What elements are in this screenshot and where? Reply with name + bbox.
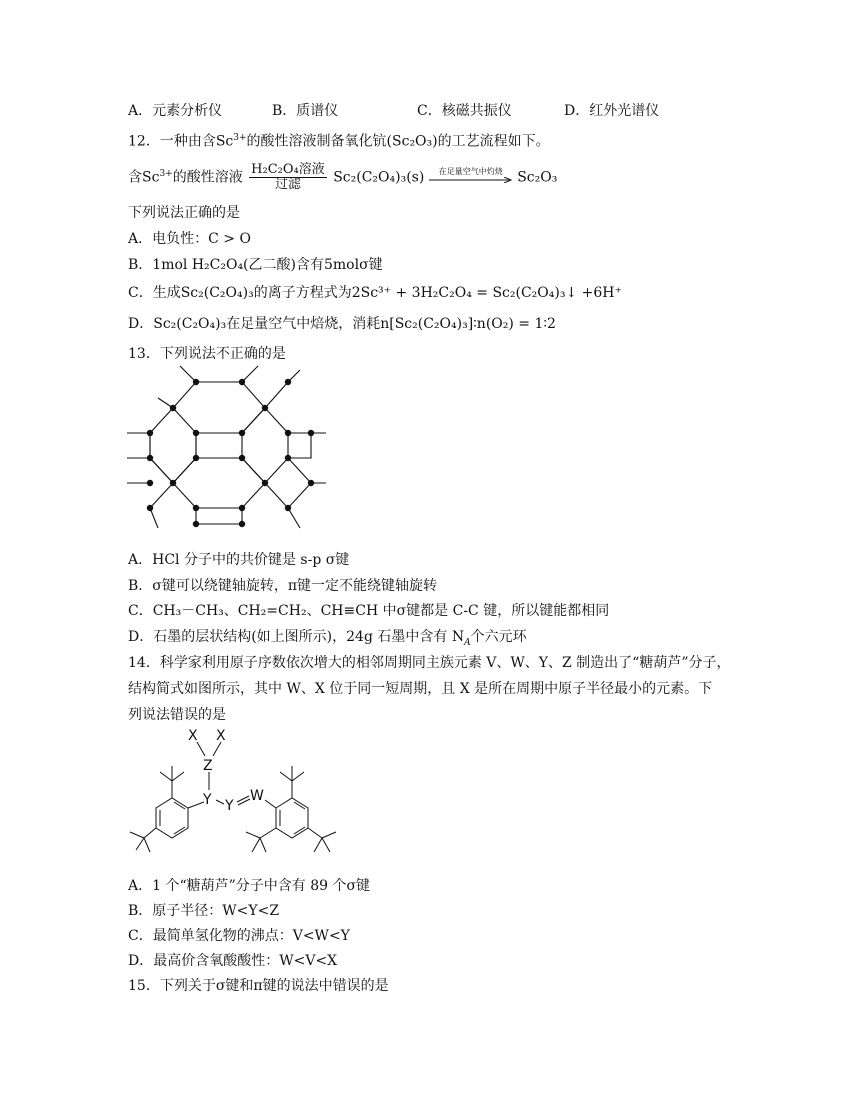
q14-option-a: A．1 个“糖葫芦”分子中含有 89 个σ键: [128, 878, 371, 894]
q14-option-d: D．最高价含氧酸酸性：W<V<X: [128, 953, 338, 969]
graphite-layer-diagram: [120, 362, 340, 542]
atom-x2: X: [216, 728, 226, 744]
q12-option-b: B．1mol H₂C₂O₄(乙二酸)含有5molσ键: [128, 257, 383, 273]
q11-option-d: D．红外光谱仪: [564, 103, 660, 119]
q14-option-c: C．最简单氢化物的沸点：V<W<Y: [128, 928, 350, 944]
q13-option-c: C．CH₃－CH₃、CH₂=CH₂、CH≡CH 中σ键都是 C-C 键，所以键能都相同: [128, 603, 610, 619]
q11-option-b: B．质谱仪: [272, 103, 339, 119]
atom-z: Z: [203, 758, 213, 774]
q14-stem-line1: 14．科学家利用原子序数依次增大的相邻周期同主族元素 V、W、Y、Z 制造出了“糖葫芦”分子，: [128, 655, 731, 671]
molecule-structure-diagram: [126, 726, 346, 871]
q13-option-b: B．σ键可以绕键轴旋转，π键一定不能绕键轴旋转: [128, 578, 438, 594]
q12-question: 下列说法正确的是: [128, 205, 240, 221]
q14-stem-line3: 列说法错误的是: [128, 707, 226, 723]
q13-option-d: D．石墨的层状结构(如上图所示)，24g 石墨中含有 $N_A$个六元环: [128, 629, 527, 648]
q13-option-a: A．HCl 分子中的共价键是 s-p σ键: [128, 552, 350, 568]
q11-option-c: C．核磁共振仪: [417, 103, 512, 119]
q12-option-a: A．电负性：C > O: [128, 231, 251, 247]
q15-stem: 15．下列关于σ键和π键的说法中错误的是: [128, 978, 389, 994]
atom-y2: Y: [225, 798, 234, 814]
q12-option-d: D．Sc₂(C₂O₄)₃在足量空气中焙烧，消耗n[Sc₂(C₂O₄)₃]∶n(O₂) = 1∶2: [128, 316, 556, 332]
q12-process-flow: 含$Sc^{3+}$的酸性溶液 $\frac{\text{H₂C₂O₄溶液}}{\text{过滤}}$ Sc₂(C₂O₄)₃(s) 在足量空气中灼烧 Sc₂O₃: [128, 162, 558, 192]
atom-x1: X: [188, 728, 198, 744]
q13-stem: 13．下列说法不正确的是: [128, 346, 286, 362]
atom-w: W: [250, 788, 264, 804]
atom-y1: Y: [203, 792, 212, 808]
q14-option-b: B．原子半径：W<Y<Z: [128, 903, 280, 919]
q12-option-c: C．生成Sc₂(C₂O₄)₃的离子方程式为2Sc³⁺ + 3H₂C₂O₄ = Sc₂(C₂O₄)₃↓ +6H⁺: [128, 285, 622, 301]
q14-stem-line2: 结构简式如图所示，其中 W、X 位于同一短周期，且 X 是所在周期中原子半径最小的元素。下: [128, 681, 713, 697]
reaction-arrow: 在足量空气中灼烧: [429, 168, 513, 188]
q12-stem: 12．一种由含$Sc^{3+}$的酸性溶液制备氧化钪(Sc₂O₃)的工艺流程如下。: [128, 133, 550, 150]
q11-option-a: A．元素分析仪: [128, 103, 223, 119]
reaction-condition-fraction: $\frac{\text{H₂C₂O₄溶液}}{\text{过滤}}$: [251, 162, 325, 192]
